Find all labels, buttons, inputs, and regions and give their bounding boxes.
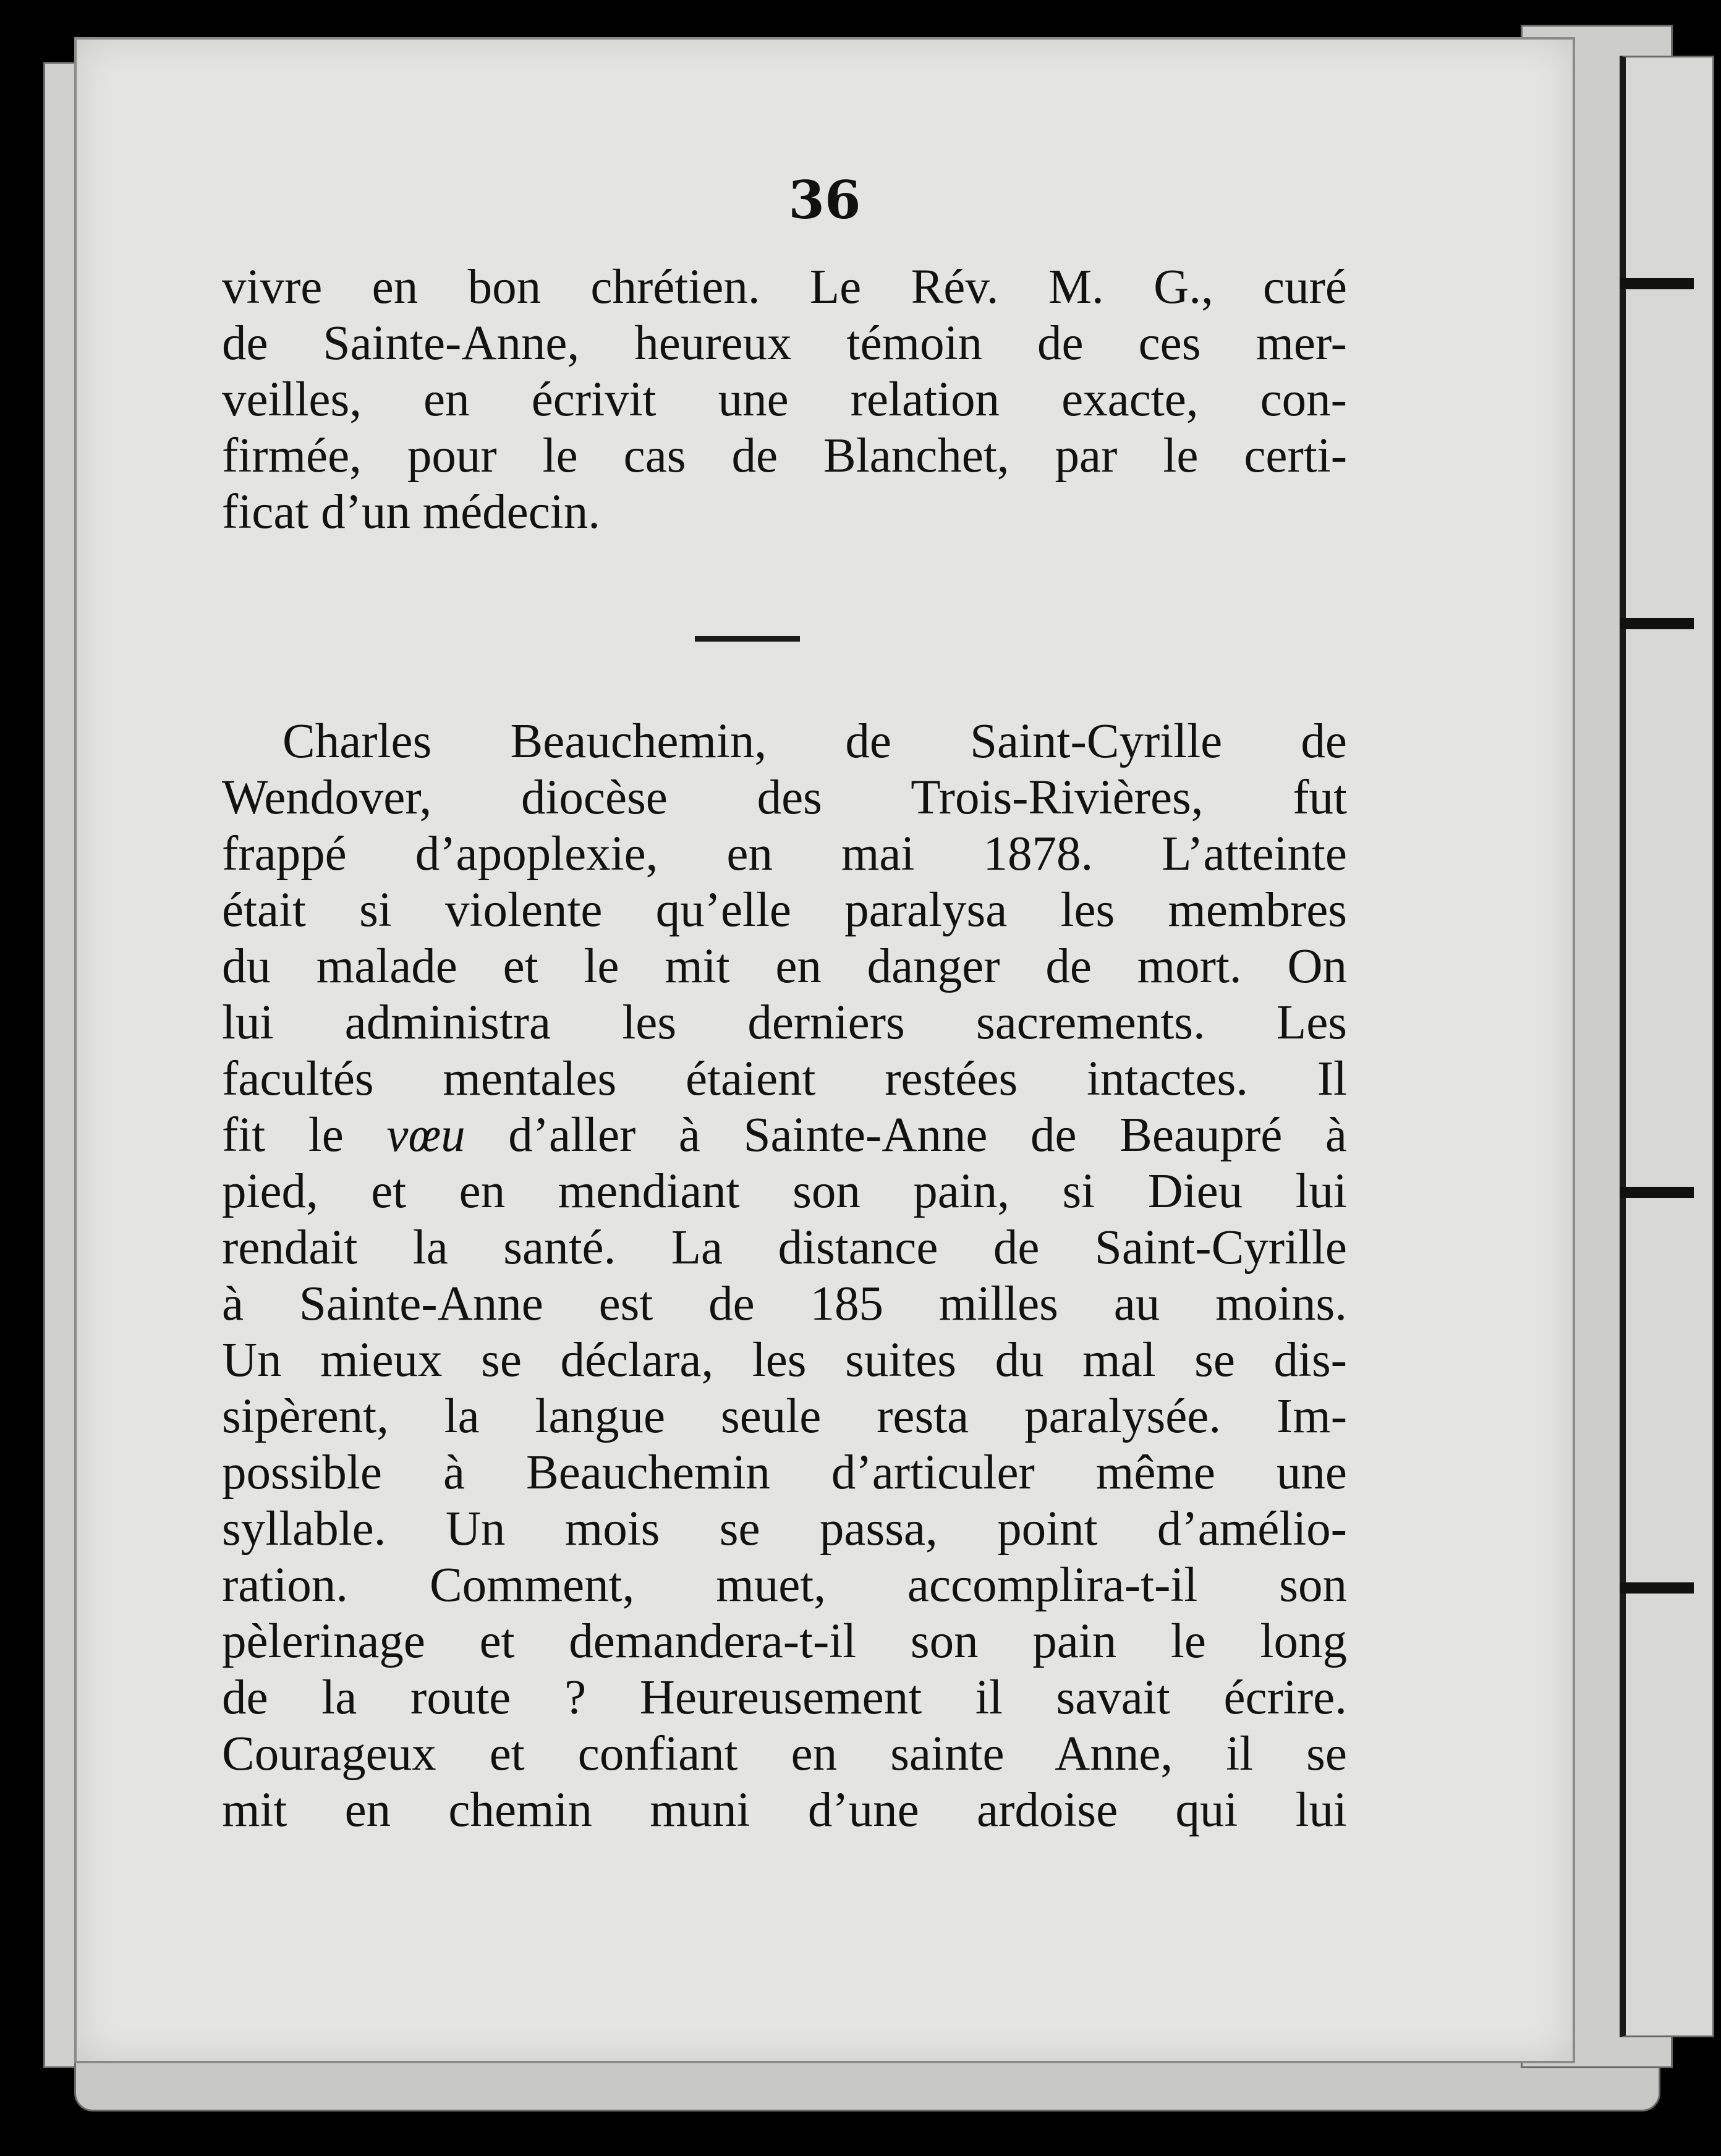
text-line: était si violente qu’elle paralysa les membres (222, 883, 1347, 937)
text-line: Un mieux se déclara, les suites du mal se dis- (222, 1333, 1347, 1387)
text-line: pied, et en mendiant son pain, si Dieu lui (222, 1165, 1347, 1218)
text-line: syllable. Un mois se passa, point d’amélio- (222, 1502, 1347, 1556)
text-run: fit le (222, 1108, 387, 1162)
text-line: rendait la santé. La distance de Saint-Cyrille (222, 1221, 1347, 1275)
text-line: vivre en bon chrétien. Le Rév. M. G., curé (222, 260, 1347, 314)
text-line: sipèrent, la langue seule resta paralysée. Im- (222, 1390, 1347, 1443)
text-line: de Sainte-Anne, heureux témoin de ces mer- (222, 316, 1347, 370)
italic-word: vœu (386, 1108, 465, 1162)
paragraph-beauchemin (222, 713, 1347, 1838)
binding-tear (1620, 278, 1694, 289)
binding-tear (1620, 1187, 1694, 1198)
text-line: à Sainte-Anne est de 185 milles au moins. (222, 1277, 1347, 1331)
section-divider (695, 636, 800, 642)
text-line: possible à Beauchemin d’articuler même une (222, 1446, 1347, 1500)
text-line: ration. Comment, muet, accomplira-t-il son (222, 1558, 1347, 1612)
paragraph-continued (222, 259, 1347, 540)
text-line (222, 1107, 1347, 1163)
text-line: mit en chemin muni d’une ardoise qui lui (222, 1783, 1347, 1837)
book-page (74, 37, 1575, 2063)
text-line: du malade et le mit en danger de mort. On (222, 940, 1347, 993)
binding-tear (1620, 618, 1694, 629)
page-number: 36 (788, 169, 861, 231)
binding-tear (1620, 1582, 1694, 1594)
text-line: de la route ? Heureusement il savait écrire. (222, 1671, 1347, 1725)
text-line: veilles, en écrivit une relation exacte, con- (222, 373, 1347, 427)
text-line: Wendover, diocèse des Trois-Rivières, fut (222, 771, 1347, 825)
text-line: Courageux et confiant en sainte Anne, il se (222, 1727, 1347, 1781)
text-line: firmée, pour le cas de Blanchet, par le certi- (222, 429, 1347, 483)
text-line: pèlerinage et demandera-t-il son pain le long (222, 1615, 1347, 1668)
page-edge-far-right (1620, 56, 1714, 2037)
text-line: frappé d’apoplexie, en mai 1878. L’atteinte (222, 827, 1347, 881)
text-run: d’aller à Sainte-Anne de Beaupré à (465, 1108, 1347, 1162)
text-line: facultés mentales étaient restées intactes. Il (222, 1052, 1347, 1106)
text-line: lui administra les derniers sacrements. Les (222, 996, 1347, 1050)
text-line: ficat d’un médecin. (222, 485, 600, 539)
text-line: Charles Beauchemin, de Saint-Cyrille de (283, 715, 1347, 768)
